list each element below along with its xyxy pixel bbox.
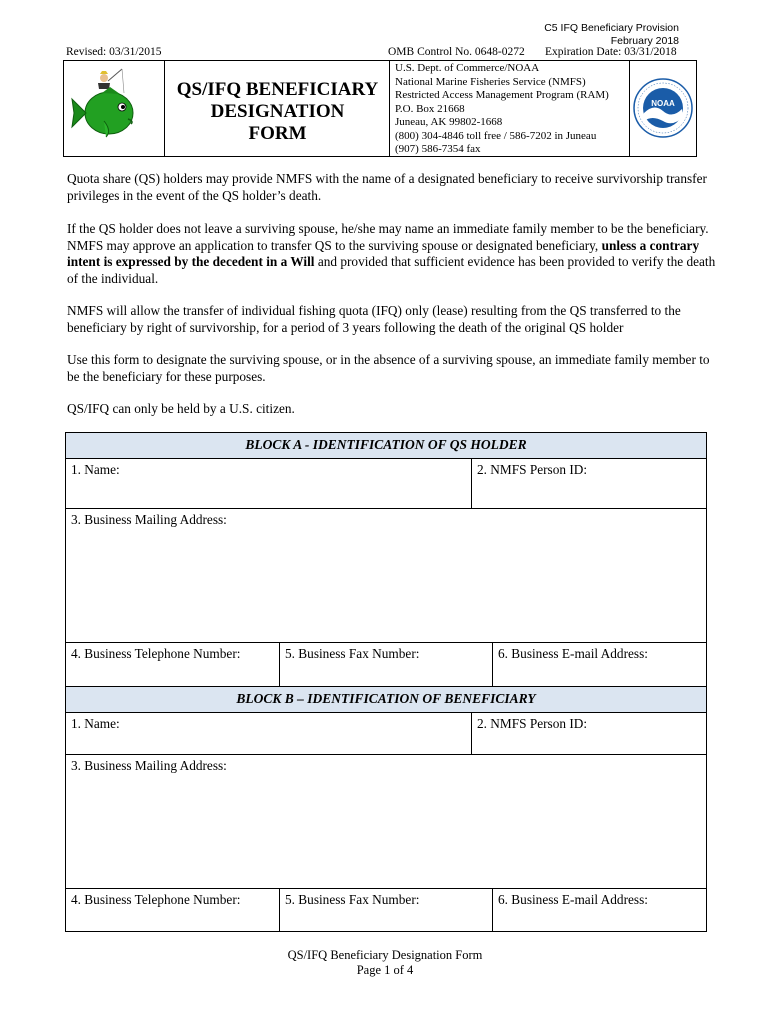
field-label: 6. Business E-mail Address: — [498, 892, 648, 907]
form-header — [63, 60, 697, 157]
noaa-logo-text: NOAA — [651, 99, 675, 108]
field-label: 1. Name: — [71, 462, 120, 477]
field-label: 4. Business Telephone Number: — [71, 892, 241, 907]
field-label: 2. NMFS Person ID: — [477, 716, 588, 731]
block-a-heading: BLOCK A - IDENTIFICATION OF QS HOLDER — [66, 433, 706, 459]
form-title-line2: DESIGNATION — [210, 101, 345, 122]
field-label: 6. Business E-mail Address: — [498, 646, 648, 661]
form-title-line1: QS/IFQ BENEFICIARY — [176, 79, 379, 100]
title-cell — [164, 61, 390, 156]
footer-form-name: QS/IFQ Beneficiary Designation Form — [287, 948, 483, 962]
omb-control-number: OMB Control No. 0648-0272 — [388, 46, 525, 58]
page-number: Page 1 of 4 — [356, 963, 414, 977]
fish-logo-cell — [64, 61, 164, 156]
beneficiary-form-table — [65, 432, 707, 932]
address-line: (800) 304-4846 toll free / 586-7202 in Juneau — [395, 129, 597, 142]
page-footer — [0, 948, 770, 978]
field-label: 5. Business Fax Number: — [285, 892, 420, 907]
intro-paragraph: Quota share (QS) holders may provide NMFS with the name of a designated beneficiary to receive survivorship transfer privileges in the event of the QS holder’s death. — [67, 171, 707, 203]
provision-label — [544, 22, 679, 48]
beneficiary-email-field[interactable] — [492, 889, 706, 931]
beneficiary-fax-field[interactable] — [279, 889, 492, 931]
field-label: 1. Name: — [71, 716, 120, 731]
fisherman-fish-icon — [64, 61, 164, 156]
address-line: National Marine Fisheries Service (NMFS) — [395, 75, 586, 88]
field-label: 4. Business Telephone Number: — [71, 646, 241, 661]
address-line: P.O. Box 21668 — [395, 102, 465, 115]
beneficiary-address-field[interactable] — [66, 755, 706, 888]
address-line: Restricted Access Management Program (RAM) — [395, 89, 609, 101]
address-line: U.S. Dept. of Commerce/NOAA — [395, 62, 540, 74]
block-a-row-name — [66, 459, 706, 509]
field-label: 3. Business Mailing Address: — [71, 512, 227, 527]
agency-address-cell — [389, 61, 630, 156]
form-title-line3: FORM — [248, 123, 307, 144]
field-label: 3. Business Mailing Address: — [71, 758, 227, 773]
revised-date: Revised: 03/31/2015 — [66, 46, 162, 58]
block-a-row-contact — [66, 643, 706, 687]
qs-holder-address-field[interactable] — [66, 509, 706, 642]
provision-date: February 2018 — [610, 35, 679, 47]
qs-holder-phone-field[interactable] — [66, 643, 279, 686]
usage-paragraph: Use this form to designate the surviving spouse, or in the absence of a surviving spouse, an immediate family member to be the beneficiary for these purposes. — [67, 352, 710, 384]
qs-holder-name-field[interactable] — [66, 459, 471, 508]
qs-holder-email-field[interactable] — [492, 643, 706, 686]
field-label: 2. NMFS Person ID: — [477, 462, 588, 477]
agency-address — [395, 62, 609, 157]
beneficiary-name-field[interactable] — [66, 713, 471, 754]
will-clause: unless a contrary intent is expressed by the decedent in a Will — [67, 237, 700, 269]
address-line: Juneau, AK 99802-1668 — [395, 116, 503, 128]
citizenship-paragraph: QS/IFQ can only be held by a U.S. citizen. — [67, 401, 295, 416]
block-b-heading: BLOCK B – IDENTIFICATION OF BENEFICIARY — [66, 687, 706, 713]
noaa-logo-cell — [629, 61, 697, 156]
block-b-row-address — [66, 755, 706, 889]
spouse-paragraph — [67, 221, 717, 287]
spouse-text-a: If the QS holder does not leave a surviving spouse, he/she may name an immediate family member to be the beneficiary. NMFS may approve an application to transfer QS to the surviving spouse or designated beneficiary, — [67, 221, 709, 253]
noaa-logo-icon — [630, 61, 697, 156]
ifq-transfer-paragraph: NMFS will allow the transfer of individual fishing quota (IFQ) only (lease) resulting from the QS transferred to the beneficiary by right of survivorship, for a period of 3 years following the death of the original QS holder — [67, 303, 681, 335]
address-line: (907) 586-7354 fax — [395, 143, 481, 155]
expiration-date: Expiration Date: 03/31/2018 — [545, 46, 677, 58]
beneficiary-person-id-field[interactable] — [471, 713, 706, 754]
block-a-row-address — [66, 509, 706, 643]
beneficiary-phone-field[interactable] — [66, 889, 279, 931]
block-b-row-name — [66, 713, 706, 755]
spouse-text-b: and provided that sufficient evidence has been provided to verify the death of the individual. — [67, 254, 716, 286]
qs-holder-person-id-field[interactable] — [471, 459, 706, 508]
field-label: 5. Business Fax Number: — [285, 646, 420, 661]
provision-line1: C5 IFQ Beneficiary Provision — [544, 22, 679, 34]
qs-holder-fax-field[interactable] — [279, 643, 492, 686]
form-title — [165, 79, 390, 145]
block-b-row-contact — [66, 889, 706, 931]
